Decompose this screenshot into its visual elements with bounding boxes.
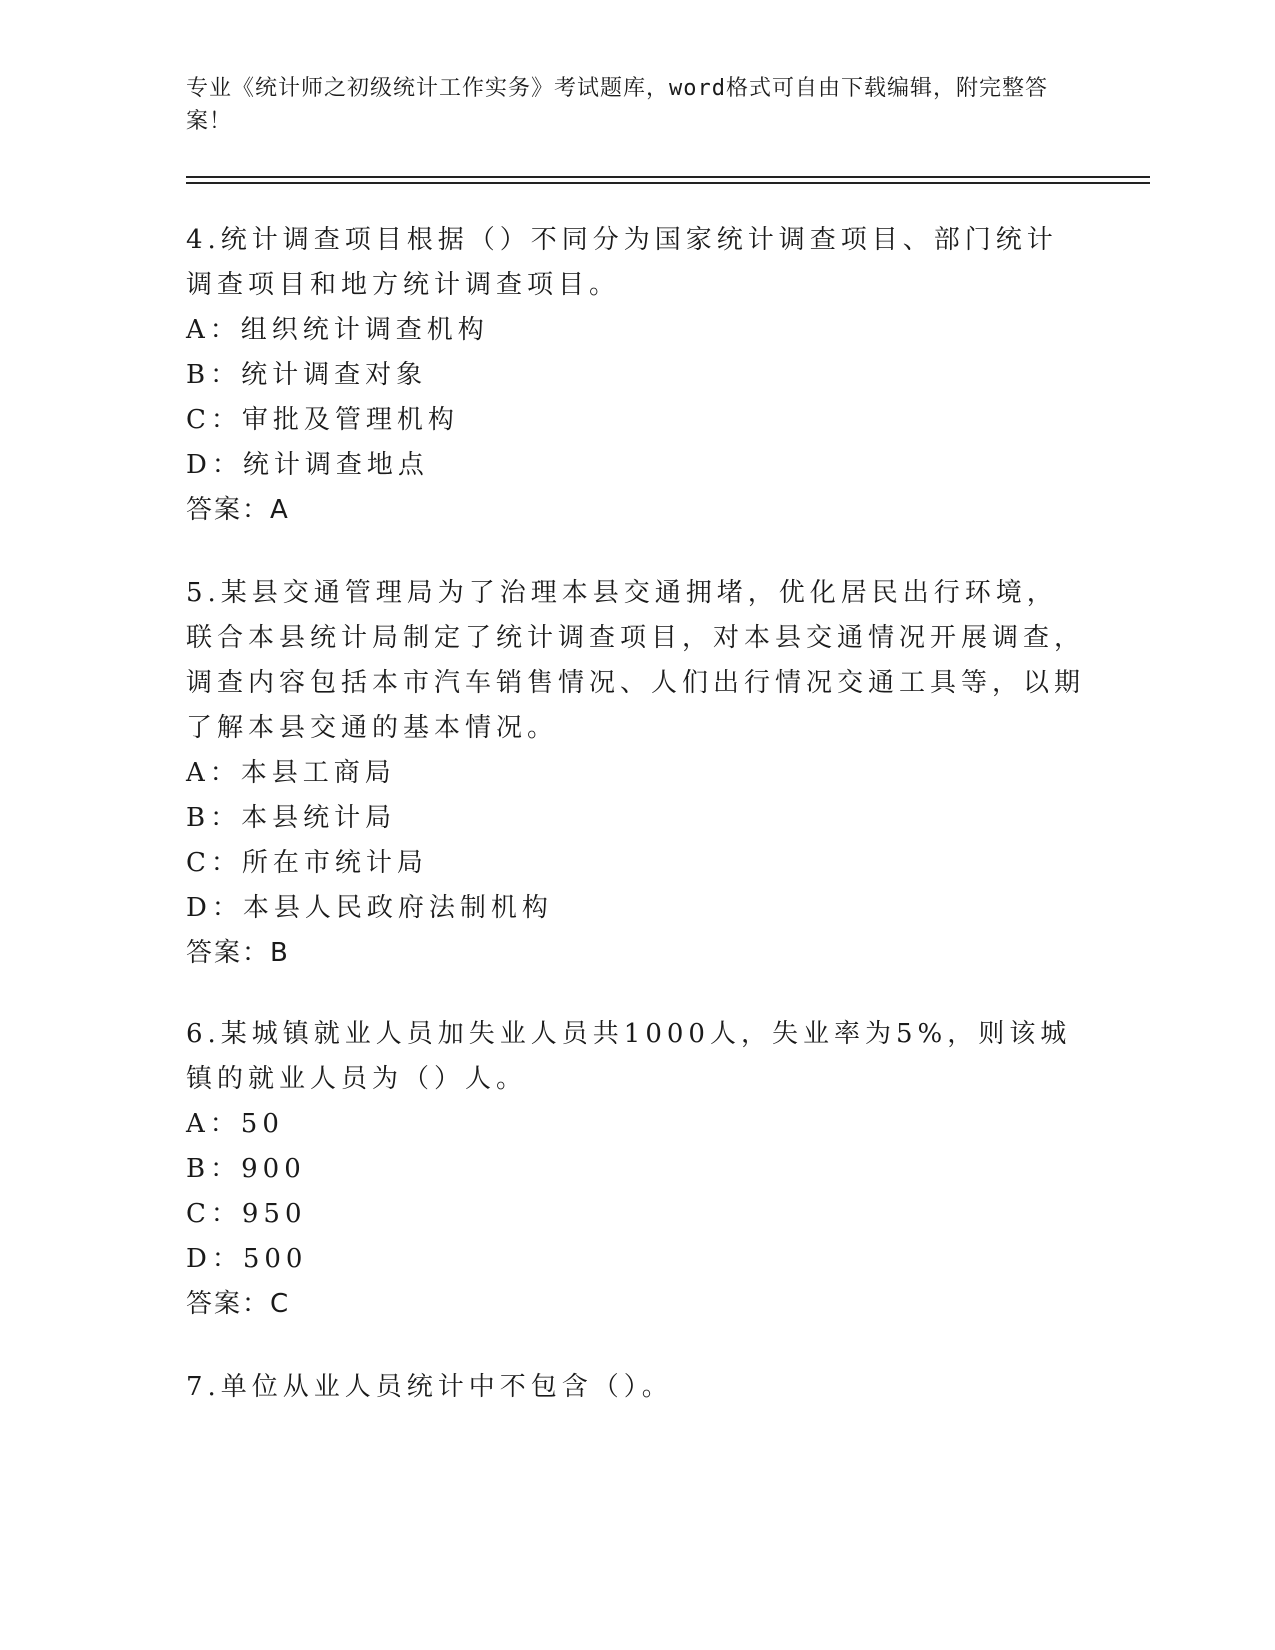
option-d: D：本县人民政府法制机构	[186, 893, 553, 923]
answer: 答案：B	[186, 938, 290, 968]
option-c: C：审批及管理机构	[186, 405, 459, 435]
option-c: C：950	[186, 1199, 307, 1229]
header-rule-bottom	[186, 182, 1150, 184]
page-header: 专业《统计师之初级统计工作实务》考试题库，word格式可自由下载编辑，附完整答案！	[186, 76, 1048, 134]
option-a: A：本县工商局	[186, 758, 396, 788]
question-stem: 7.单位从业人员统计中不包含（）。	[186, 1372, 673, 1402]
option-c: C：所在市统计局	[186, 848, 428, 878]
question-7	[186, 1365, 1086, 1410]
option-b: B：统计调查对象	[186, 360, 428, 390]
question-stem: 6.某城镇就业人员加失业人员共1000人，失业率为5%，则该城镇的就业人员为（）人。	[186, 1019, 1072, 1094]
question-5	[186, 571, 1086, 976]
question-6	[186, 1012, 1086, 1327]
option-a: A：组织统计调查机构	[186, 315, 489, 345]
answer: 答案：C	[186, 1289, 291, 1319]
answer: 答案：A	[186, 495, 290, 525]
option-b: B：本县统计局	[186, 803, 397, 833]
option-d: D：统计调查地点	[186, 450, 429, 480]
question-stem: 4.统计调查项目根据（）不同分为国家统计调查项目、部门统计调查项目和地方统计调查项目。	[186, 225, 1058, 300]
option-a: A：50	[186, 1109, 284, 1139]
header-rule-top	[186, 176, 1150, 178]
question-4	[186, 218, 1086, 533]
question-stem: 5.某县交通管理局为了治理本县交通拥堵，优化居民出行环境，联合本县统计局制定了统计调查项目，对本县交通情况开展调查，调查内容包括本市汽车销售情况、人们出行情况交通工具等，以期了解本县交通的基本情况。	[186, 578, 1086, 743]
option-b: B：900	[186, 1154, 306, 1184]
option-d: D：500	[186, 1244, 308, 1274]
